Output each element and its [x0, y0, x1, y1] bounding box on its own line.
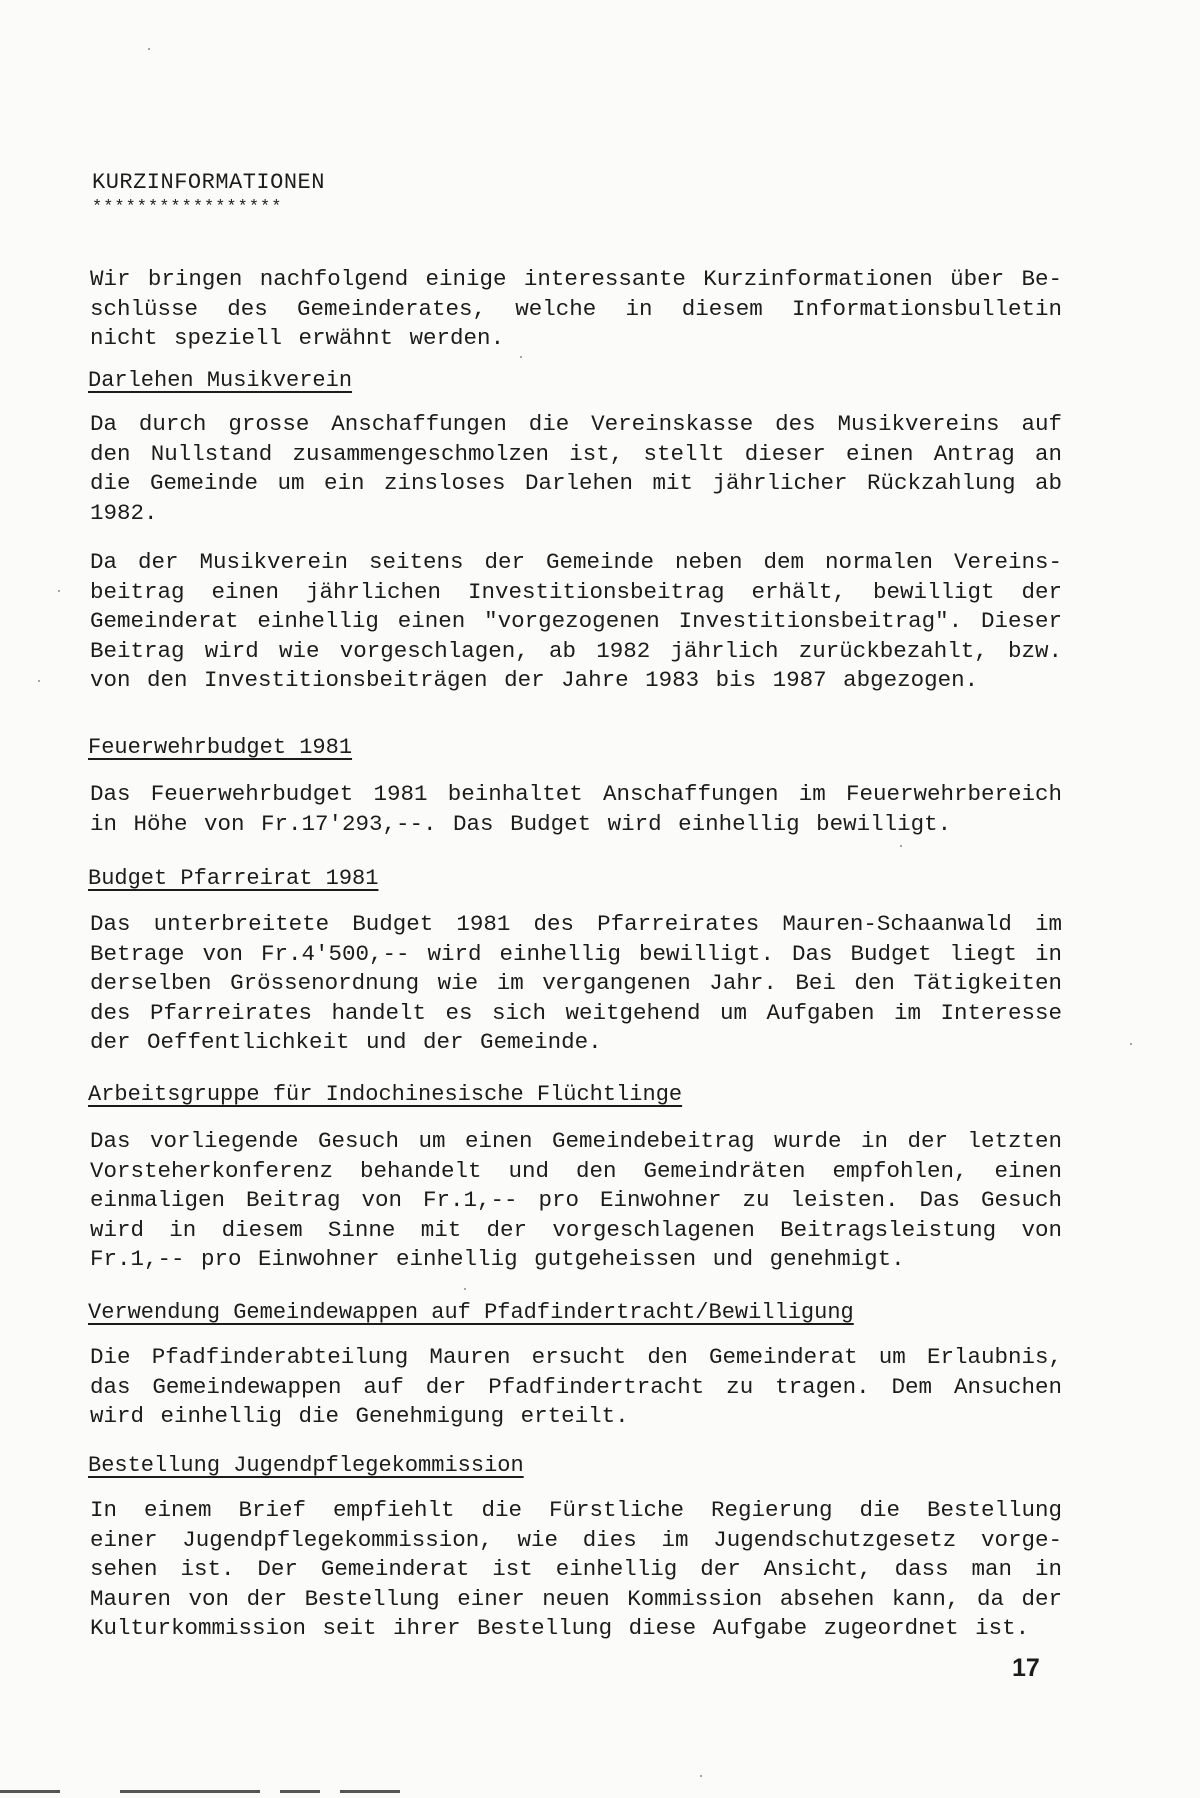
section-paragraph: Die Pfadfinderabteilung Mauren ersucht den Gemeinderat um Erlaubnis, das Gemeindewappen auf der Pfadfindertracht zu tragen. Dem Ansuchen wird einhellig die Genehmigung erteilt.	[90, 1344, 1062, 1429]
scan-speck	[520, 356, 522, 358]
edge-mark	[0, 1790, 60, 1793]
section-paragraph: Das vorliegende Gesuch um einen Gemeindebeitrag wurde in der letzten Vorsteherkonferenz behandelt und den Gemeindräten empfohlen, einen einmaligen Beitrag von Fr.1,-- pro Einwohner zu leisten. Das Gesuch wird in diesem Sinne mit der vorgeschlagenen Beitragsleistung von Fr.1,-- pro Einwohner einhellig gutgeheissen und genehmigt.	[90, 1128, 1062, 1272]
section-heading-budget-pfarreirat: Budget Pfarreirat 1981	[88, 866, 379, 891]
section-heading-indochinesische-fluechtlinge: Arbeitsgruppe für Indochinesische Flüchtlinge	[88, 1082, 683, 1107]
scan-speck	[58, 590, 60, 592]
intro-paragraph: Wir bringen nachfolgend einige interessante Kurzinformationen über Beschlüsse des Gemeinderates, welche in diesem Informationsbulletin nicht speziell erwähnt werden.	[90, 266, 1062, 351]
scan-speck	[148, 48, 150, 50]
edge-mark	[120, 1790, 260, 1793]
section-heading-darlehen-musikverein: Darlehen Musikverein	[88, 368, 353, 393]
edge-mark	[280, 1790, 320, 1793]
page-number: 17	[1012, 1654, 1040, 1682]
scan-speck	[1130, 1043, 1132, 1045]
page-title: KURZINFORMATIONEN	[92, 170, 325, 195]
scan-speck	[464, 1288, 466, 1290]
section-heading-jugendpflegekommission: Bestellung Jugendpflegekommission	[88, 1453, 524, 1478]
bottom-edge-marks	[0, 1790, 1200, 1798]
scan-speck	[38, 680, 40, 682]
section-paragraph: In einem Brief empfiehlt die Fürstliche Regierung die Bestellung einer Jugendpflegekommission, wie dies im Jugendschutzgesetz vorgesehen ist. Der Gemeinderat ist einhellig der Ansicht, dass man in Mauren von der Bestellung einer neuen Kommission absehen kann, da der Kulturkommission seit ihrer Bestellung diese Aufgabe zugeordnet ist.	[90, 1497, 1062, 1641]
edge-mark	[340, 1790, 400, 1793]
scan-speck	[900, 845, 902, 847]
section-paragraph: Da der Musikverein seitens der Gemeinde neben dem normalen Vereinsbeitrag einen jährlichen Investitionsbeitrag erhält, bewilligt der Gemeinderat einhellig einen "vorgezogenen Investitionsbeitrag". Dieser Beitrag wird wie vorgeschlagen, ab 1982 jährlich zurückbezahlt, bzw. von den Investitionsbeiträgen der Jahre 1983 bis 1987 abgezogen.	[90, 549, 1062, 693]
section-paragraph: Das Feuerwehrbudget 1981 beinhaltet Anschaffungen im Feuerwehrbereich in Höhe von Fr.17'293,--. Das Budget wird einhellig bewilligt.	[90, 781, 1062, 837]
scan-speck	[700, 1775, 702, 1777]
title-asterisk-underline: *****************	[92, 198, 283, 217]
section-paragraph: Das unterbreitete Budget 1981 des Pfarreirates Mauren-Schaanwald im Betrage von Fr.4'500,-- wird einhellig bewilligt. Das Budget liegt in derselben Grössenordnung wie im vergangenen Jahr. Bei den Tätigkeiten des Pfarreirates handelt es sich weitgehend um Aufgaben im Interesse der Oeffentlichkeit und der Gemeinde.	[90, 911, 1062, 1055]
section-heading-gemeindewappen: Verwendung Gemeindewappen auf Pfadfindertracht/Bewilligung	[88, 1300, 854, 1325]
section-heading-feuerwehrbudget: Feuerwehrbudget 1981	[88, 735, 353, 760]
section-paragraph: Da durch grosse Anschaffungen die Vereinskasse des Musikvereins auf den Nullstand zusammengeschmolzen ist, stellt dieser einen Antrag an die Gemeinde um ein zinsloses Darlehen mit jährlicher Rückzahlung ab 1982.	[90, 411, 1062, 526]
